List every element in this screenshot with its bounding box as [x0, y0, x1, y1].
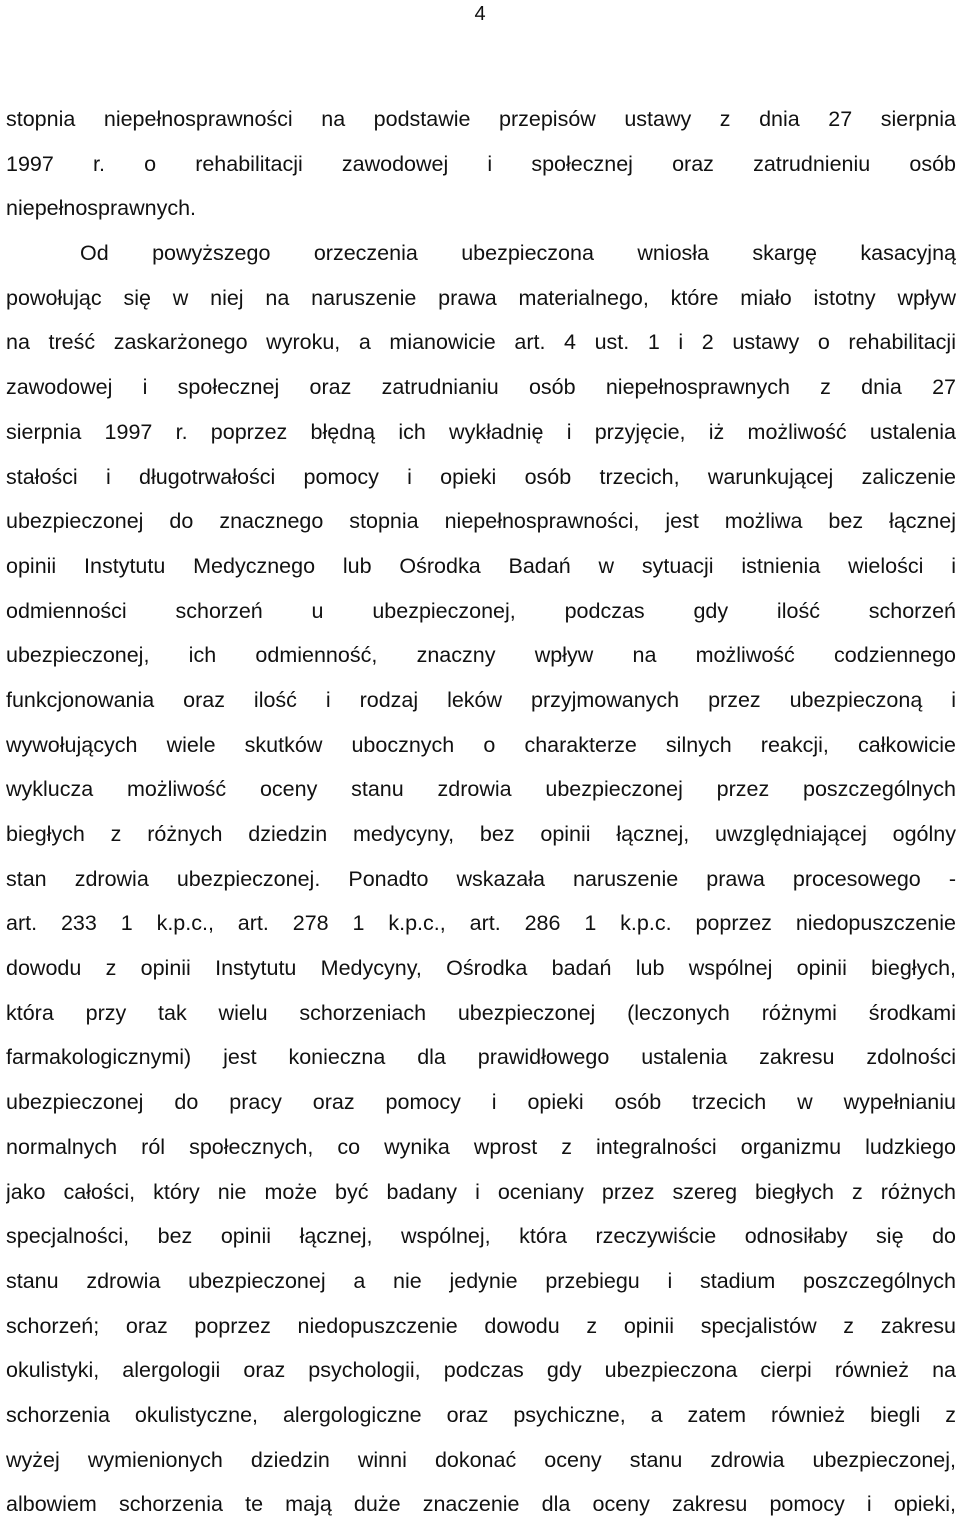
text-line: ubezpieczonej, ich odmienność, znaczny wpływ na możliwość codziennego — [6, 643, 956, 668]
text-line: normalnych ról społecznych, co wynika wprost z integralności organizmu ludzkiego — [6, 1134, 956, 1159]
text-line: biegłych z różnych dziedzin medycyny, bez opinii łącznej, uwzględniającej ogólny — [6, 822, 956, 846]
text-line: stopnia niepełnosprawności na podstawie przepisów ustawy z dnia 27 sierpnia — [6, 107, 956, 131]
text-line: która przy tak wielu schorzeniach ubezpieczonej (leczonych różnymi środkami — [6, 1000, 956, 1025]
text-line: jako całości, który nie może być badany i oceniany przez szereg biegłych z różnych — [6, 1179, 956, 1204]
text-line: niepełnosprawnych. — [6, 196, 197, 221]
text-line: ubezpieczonej do znacznego stopnia niepełnosprawności, jest możliwa bez łącznej — [6, 509, 956, 534]
text-line: stan zdrowia ubezpieczonej. Ponadto wskazała naruszenie prawa procesowego - — [6, 866, 956, 891]
page-number: 4 — [474, 3, 486, 25]
text-line: stanu zdrowia ubezpieczonej a nie jedynie przebiegu i stadium poszczególnych — [6, 1268, 956, 1293]
text-line: specjalności, bez opinii łącznej, wspólnej, która rzeczywiście odnosiłaby się do — [6, 1224, 956, 1249]
text-line: schorzenia okulistyczne, alergologiczne oraz psychiczne, a zatem również biegli z — [6, 1402, 956, 1427]
document-body — [6, 97, 956, 1527]
text-line: dowodu z opinii Instytutu Medycyny, Ośrodka badań lub wspólnej opinii biegłych, — [6, 956, 956, 981]
text-line: okulistyki, alergologii oraz psychologii, podczas gdy ubezpieczona cierpi również na — [6, 1358, 956, 1383]
text-line: albowiem schorzenia te mają duże znaczenie dla oceny zakresu pomocy i opieki, — [6, 1492, 956, 1517]
text-line: na treść zaskarżonego wyroku, a mianowicie art. 4 ust. 1 i 2 ustawy o rehabilitacji — [6, 330, 956, 355]
text-line: wyklucza możliwość oceny stanu zdrowia ubezpieczonej przez poszczególnych — [6, 777, 956, 802]
text-line: art. 233 1 k.p.c., art. 278 1 k.p.c., art. 286 1 k.p.c. poprzez niedopuszczenie — [6, 911, 956, 936]
text-line: farmakologicznymi) jest konieczna dla prawidłowego ustalenia zakresu zdolności — [6, 1045, 956, 1070]
text-line: zawodowej i społecznej oraz zatrudnianiu osób niepełnosprawnych z dnia 27 — [6, 375, 956, 400]
text-line: stałości i długotrwałości pomocy i opieki osób trzecich, warunkującej zaliczenie — [6, 464, 956, 489]
text-line: schorzeń; oraz poprzez niedopuszczenie dowodu z opinii specjalistów z zakresu — [6, 1313, 956, 1338]
text-line: 1997 r. o rehabilitacji zawodowej i społecznej oraz zatrudnieniu osób — [6, 151, 956, 176]
text-line: ubezpieczonej do pracy oraz pomocy i opieki osób trzecich w wypełnianiu — [6, 1090, 956, 1115]
text-line: wywołujących wiele skutków ubocznych o charakterze silnych reakcji, całkowicie — [6, 732, 956, 757]
text-line: sierpnia 1997 r. poprzez błędną ich wykładnię i przyjęcie, iż możliwość ustalenia — [6, 419, 956, 444]
text-line: odmienności schorzeń u ubezpieczonej, podczas gdy ilość schorzeń — [6, 598, 956, 623]
text-line: opinii Instytutu Medycznego lub Ośrodka Badań w sytuacji istnienia wielości i — [6, 553, 956, 578]
text-line: funkcjonowania oraz ilość i rodzaj leków przyjmowanych przez ubezpieczoną i — [6, 687, 956, 712]
text-line: wyżej wymienionych dziedzin winni dokonać oceny stanu zdrowia ubezpieczonej, — [6, 1447, 956, 1472]
text-line: Od powyższego orzeczenia ubezpieczona wniosła skargę kasacyjną — [80, 241, 956, 266]
text-line: powołując się w niej na naruszenie prawa materialnego, które miało istotny wpływ — [6, 285, 956, 310]
